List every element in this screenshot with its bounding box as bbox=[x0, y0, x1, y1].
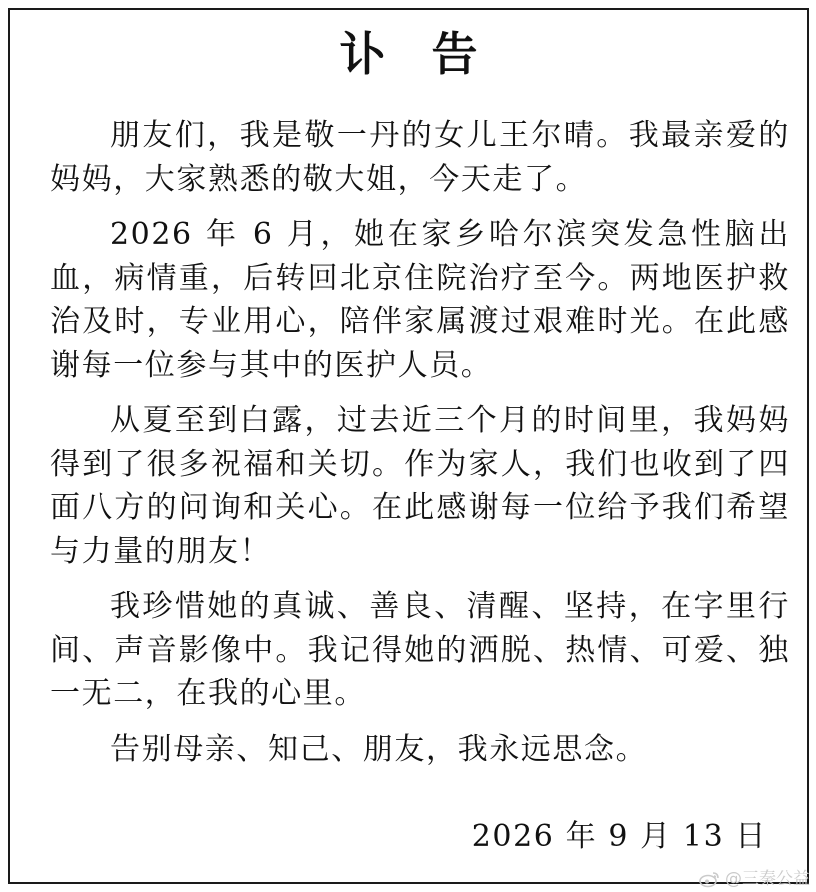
paragraph-3: 从夏至到白露，过去近三个月的时间里，我妈妈得到了很多祝福和关切。作为家人，我们也收到了四面八方的问询和关心。在此感谢每一位给予我们希望与力量的朋友！ bbox=[50, 403, 790, 569]
paragraph-5: 告别母亲、知己、朋友，我永远思念。 bbox=[110, 731, 648, 767]
weibo-icon bbox=[699, 870, 721, 888]
paragraph-1: 朋友们，我是敬一丹的女儿王尔晴。我最亲爱的妈妈，大家熟悉的敬大姐，今天走了。 bbox=[50, 118, 790, 197]
paragraph-4: 我珍惜她的真诚、善良、清醒、坚持，在字里行间、声音影像中。我记得她的洒脱、热情、可爱、独一无二，在我的心里。 bbox=[50, 589, 790, 711]
watermark bbox=[699, 868, 810, 890]
notice-date: 2026 年 9 月 13 日 bbox=[471, 819, 767, 854]
notice-frame bbox=[8, 8, 809, 884]
watermark-text: @三秦公益 bbox=[725, 869, 810, 889]
paragraph-2: 2026 年 6 月，她在家乡哈尔滨突发急性脑出血，病情重，后转回北京住院治疗至今。两地医护救治及时，专业用心，陪伴家属渡过艰难时光。在此感谢每一位参与其中的医护人员。 bbox=[50, 217, 790, 383]
notice-body bbox=[50, 114, 790, 783]
notice-title: 讣告 bbox=[339, 27, 524, 81]
